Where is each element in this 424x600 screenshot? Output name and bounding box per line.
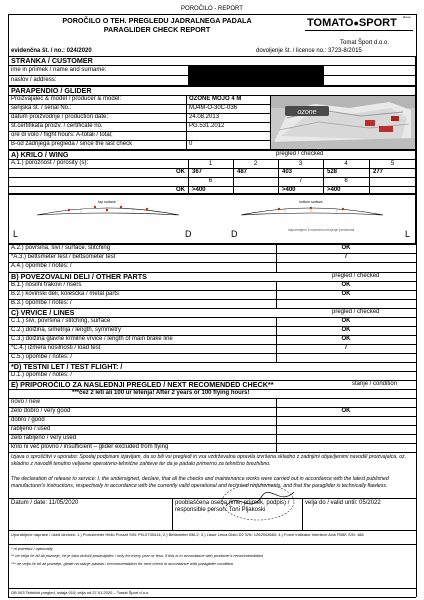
glider-row-label: Proizvajalec & model / producer & model: <box>11 96 122 102</box>
signature-stamp-icon <box>210 476 310 526</box>
diagram-caption: razporedjeno in izvedeno merjenje poroznosti <box>287 228 355 232</box>
licence-number: dovoljenje št. / licence no.: 3723-8/2015 <box>256 48 362 54</box>
top-surface-label: top surface <box>98 200 116 204</box>
porosity-value: 277 <box>373 169 384 175</box>
responsible-person: pooblaščena oseba (ime, priimek, podpis) / responsible person: Toni Pljakoski <box>175 500 290 513</box>
wing-check-label: *A.3.) bettsmeter test / bettsometer test <box>11 254 116 260</box>
lines-heading: C) VRVICE / LINES <box>11 308 75 317</box>
right-side-letter: L <box>405 229 411 239</box>
record-number: evidenčna št. / no.: 024/2020 <box>11 48 92 54</box>
wing-check-value: / <box>345 254 347 260</box>
left-side-letter: L <box>13 229 19 239</box>
wing-check-value: OK <box>341 245 351 251</box>
porosity-col-header: 6 <box>208 178 213 184</box>
condition-option: krilo ni več plovno / insufficient – glider excluded from flying <box>11 444 169 450</box>
diagram-letter-d: D <box>185 229 192 239</box>
condition-option: zelo rabljeno / very used <box>11 435 77 441</box>
glider-row-label: serijska št. / serial No.: <box>11 105 72 111</box>
lines-checked-label: pregled / checked <box>332 309 380 315</box>
condition-option: dobro / good <box>11 417 45 423</box>
porosity-value: 403 <box>282 169 293 175</box>
glider-row-label: št.certifikata proizv. / certificate no. <box>11 123 103 129</box>
glider-row-value: MJ4M-O-30C-036 <box>189 105 238 111</box>
porosity-row-status: OK <box>176 187 185 193</box>
company-logo <box>307 17 397 29</box>
report-date: Datum / date: 11/05/2020 <box>11 500 79 506</box>
valid-until: velja do / valid until: 05/2022 <box>305 500 381 506</box>
recommendation-heading: E) PRIPOROČILO ZA NASLEDNJI PREGLED / NEXT RECOMENDED CHECK** <box>11 380 274 389</box>
lines-notes-label: C.5.) opombe / notes: / <box>11 354 73 360</box>
porosity-value: 487 <box>237 169 248 175</box>
wing-checked-label: pregled / checked <box>276 151 324 157</box>
glider-row-label: datum proizvodnje / production date: <box>11 114 109 120</box>
test-flight-notes: D.1.) opombe / notes: / <box>11 372 73 378</box>
other-parts-checked-label: pregled / checked <box>332 273 380 279</box>
glider-row-label: ore di volo / flight hours: A-totali / total; <box>11 132 113 138</box>
customer-heading: STRANKA / CUSTOMER <box>11 56 93 65</box>
wing-section <box>8 150 416 194</box>
wing-outline-diagram <box>9 195 415 243</box>
porosity-label: A.1.) poroznost / porosity (s): <box>11 160 89 166</box>
condition-label: stanje / condition <box>352 381 398 387</box>
customer-name-label: ime in priimek / name and surname: <box>11 67 107 73</box>
glider-heading: PARAPENDIO / GLIDER <box>11 86 92 95</box>
porosity-value: 367 <box>192 169 203 175</box>
wing-notes-label: A.4.) opombe / notes: / <box>11 263 72 269</box>
logo-word-left: TOMATO <box>307 17 354 29</box>
porosity-value: >400 <box>327 187 341 193</box>
lines-item-value: OK <box>341 318 351 324</box>
wing-heading: A) KRILO / WING <box>11 150 69 159</box>
glider-row-value: PG.531.2012 <box>189 123 225 129</box>
other-parts-item-value: OK <box>341 282 351 288</box>
used-devices: Uporabljene naprave / used devices: 1.) Porosimeter Helio Porozit S/N: PN-0730414; 2.) Bettsmeter BM-2; 3.) Laser Leica Disto D2 S/N: 1262943683; 4.) Force Indicator Intertech Axis FB5K S/N: 188 <box>11 532 364 537</box>
form-identifier: OB 003 Tehnični pregled, izdaja 010; velja od 27.01.2020 – Tomat Šport d.o.o. <box>11 590 150 595</box>
porosity-col-header: 1 <box>208 161 213 167</box>
condition-option: novo / new <box>11 399 41 405</box>
porosity-col-header: 8 <box>344 178 348 184</box>
redacted-name <box>188 66 324 75</box>
lines-item-label: C.2.) dolžina, simetrija / length, symmetry <box>11 327 122 333</box>
other-parts-item-value: OK <box>341 291 351 297</box>
glider-row-value: 0 <box>189 141 193 147</box>
condition-option: zelo dobro / very good <box>11 408 71 414</box>
glider-photo <box>271 96 415 149</box>
other-parts-notes-label: B.3.) opombe / notes: / <box>11 300 72 306</box>
lines-item-value: / <box>345 345 347 351</box>
customer-address-label: naslov / address: <box>11 77 57 83</box>
footnote-condition: *** ne velja če bil ali pozneje, glede na stanje padala / recommendation for next check in accordance with paraglider condition <box>11 561 234 566</box>
diagram-letter-d: D <box>231 229 238 239</box>
glider-row-value: 24.08.2013 <box>189 114 220 120</box>
porosity-col-header: 3 <box>298 161 303 167</box>
lines-item-value: OK <box>341 327 351 333</box>
company-name: Tomat Šport d.o.o. <box>340 40 390 46</box>
porosity-col-header: 7 <box>298 178 303 184</box>
declaration-slovene: Izjava o sproščitvi v uporabo: Spodaj podpisani izjavljam, da so bili vsi pregledi in vsa vzdrževalna opravila izvršena skladno z zadnjimi objavljenimi navodili proizvajalca, oz. skladno z navodili tenutno veljavne operativno-tehnične zahteve ter da je padalo primerno za tehnično brezhibno. <box>11 454 407 467</box>
next-check-interval: ***čez 2 leti ali 100 ur letenja! After 2 years or 100 flying hours! <box>72 390 250 396</box>
logo-word-right: SPORT <box>358 17 397 29</box>
porosity-col-header: 2 <box>253 161 258 167</box>
glider-row-value: OZONE MOJO 4 M <box>189 96 242 102</box>
report-title: POROČILO O TEH. PREGLEDU JADRALNEGA PADALA <box>62 16 252 25</box>
porosity-col-header: 4 <box>344 161 348 167</box>
footnote-optional: * ni potrebni / optionally <box>11 546 53 551</box>
wing-check-label: A.2.) površina, šivi / surface, stitching <box>11 245 111 251</box>
other-parts-item-label: B.1.) nosilni trakovi / risers <box>11 282 82 288</box>
porosity-row-status: OK <box>176 169 185 175</box>
other-parts-heading: B) POVEZOVALNI DELI / OTHER PARTS <box>11 272 147 281</box>
condition-option: rabljeno / used <box>11 426 51 432</box>
logo-suffix: d.o.o. <box>403 15 411 19</box>
declaration-english: The declaration of release to service: I, the undersigned, declare, that all the checks and maintenance works were carried out in accordance with the latest published manufacturer's instructions, respectively in accordance with the currently valid operational and technical requirements, and that the paraglider is technically flawless. <box>11 476 389 489</box>
bottom-surface-label: bottom surface <box>299 200 323 204</box>
porosity-col-header: 5 <box>390 161 395 167</box>
report-top-label: POROČILO - REPORT <box>181 6 243 12</box>
lines-item-value: OK <box>341 336 351 342</box>
logo-accent-icon: ● <box>353 18 359 28</box>
porosity-value: >400 <box>192 187 206 193</box>
glider-row-label: B-od zadnjega pregleda / since the last check <box>11 141 133 147</box>
lines-item-label: *C.4.) izmera nosilnosti / load test <box>11 345 101 351</box>
porosity-value: 528 <box>327 169 338 175</box>
other-parts-item-label: B.2.) kovinski deli, koleščka / metal parts <box>11 291 120 297</box>
lines-item-label: C.3.) dolžina glavne krmilne vrvice / length of main brake line <box>11 336 173 342</box>
lines-item-label: C.1.) šivi, površina / stitching, surface <box>11 318 111 324</box>
redacted-address <box>188 76 324 85</box>
report-subtitle: PARAGLIDER CHECK REPORT <box>103 25 211 34</box>
footnote-yearly: ** ne velja če bil ali pozneje, če je tako določil proizvajalec / only for every year or less, if this is in accordance with producer's recommendation <box>11 553 264 558</box>
porosity-value: >400 <box>282 187 296 193</box>
condition-mark: OK <box>341 408 351 414</box>
photo-brand-text: ozone <box>297 109 317 116</box>
test-flight-heading: *D) TESTNI LET / TEST FLIGHT: / <box>11 362 123 371</box>
